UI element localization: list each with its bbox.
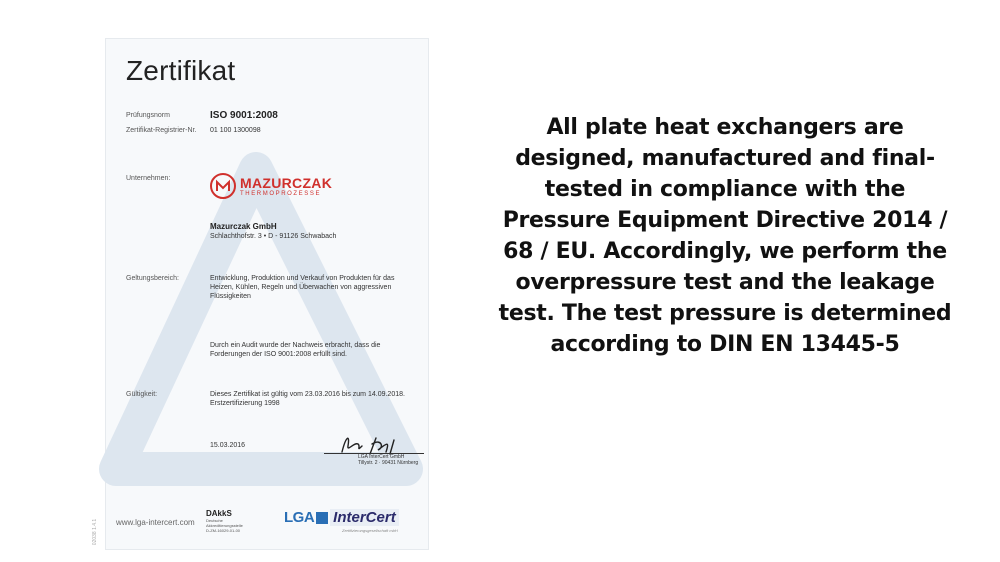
certificate-image: [92, 38, 429, 550]
geltungsbereich-text: Entwicklung, Produktion und Verkauf von Produkten für das Heizen, Kühlen, Regeln und Überwachen von aggressiven Flüssigkeiten: [210, 275, 395, 300]
register-label: Zertifikat-Registrier-Nr.: [126, 127, 197, 134]
audit-text: Durch ein Audit wurde der Nachweis erbracht, dass die Forderungen der ISO 9001:2008 erfüllt sind.: [210, 342, 381, 358]
description-text: All plate heat exchangers are designed, manufactured and final-tested in compliance with the Pressure Equipment Directive 2014 / 68 / EU. Accordingly, we perform the overpressure test and the leakage test. The test pressure is determined according to DIN EN 13445-5: [498, 115, 952, 357]
gueltigkeit-text: Dieses Zertifikat ist gültig vom 23.03.2016 bis zum 14.09.2018. Erstzertifizierung 1998: [210, 391, 405, 407]
pruefungsnorm-label: Prüfungsnorm: [126, 112, 170, 119]
company-name: Mazurczak GmbH: [210, 222, 277, 231]
register-value: 01 100 1300098: [210, 127, 261, 134]
lga-text: LGA: [284, 509, 315, 526]
issuer-text: LGA InterCert GmbH Tillystr. 2 · 90431 Nürnberg: [358, 454, 419, 466]
dakks-logo: DAkkS Deutsche Akkreditierungsstelle D-ZM-16029-01-00: [206, 509, 243, 533]
pruefungsnorm-value: ISO 9001:2008: [210, 110, 278, 121]
intercert-text: InterCert: [330, 509, 399, 526]
certificate-title: Zertifikat: [126, 55, 236, 86]
company-address: Schlachthofstr. 3 • D - 91126 Schwabach: [210, 233, 337, 240]
mazurczak-logo: [210, 173, 332, 199]
logo-sub-text: THERMOPROZESSE: [240, 190, 322, 197]
intercert-subtitle: Zertifizierungsgesellschaft mbH: [342, 528, 398, 533]
logo-main-text: MAZURCZAK: [240, 174, 333, 191]
footer-url: www.lga-intercert.com: [116, 518, 195, 527]
lga-box-icon: [316, 512, 328, 524]
geltungsbereich-label: Geltungsbereich:: [126, 275, 179, 282]
certificate-date: 15.03.2016: [210, 442, 246, 449]
gueltigkeit-label: Gültigkeit:: [126, 391, 158, 398]
mazurczak-logo-icon: [210, 173, 236, 199]
unternehmen-label: Unternehmen:: [126, 175, 171, 182]
side-code: 02038 1.4.1: [92, 518, 99, 546]
lga-intercert-logo: [284, 509, 399, 526]
